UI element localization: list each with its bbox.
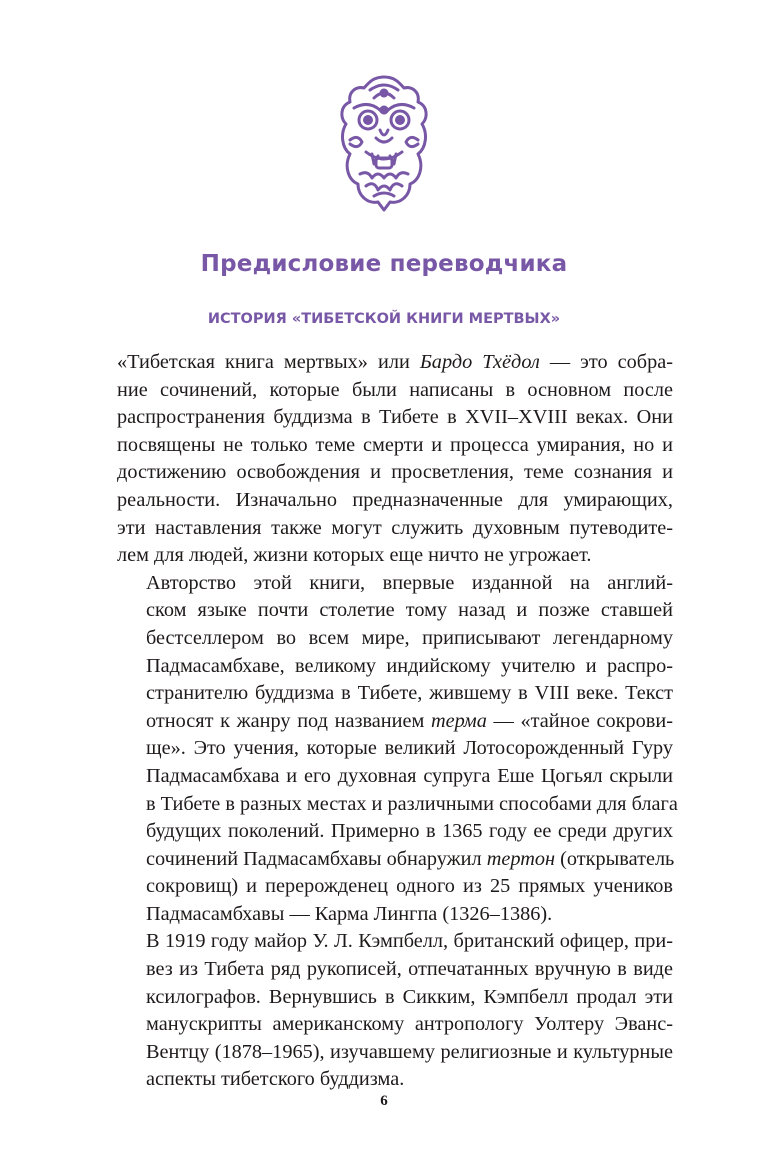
tibetan-deity-mask-ornament-icon — [334, 74, 434, 214]
text-line: Падмасамбхаве, великому индийскому учителю и распро- — [146, 654, 673, 677]
text-line: Падмасамбхава и его духовная супруга Еше Цогьял скрыли — [146, 764, 673, 787]
text-line: Вентцу (1878–1965), изучавшему религиозные и культурные — [146, 1040, 673, 1063]
text-line: вез из Тибета ряд рукописей, отпечатанных вручную в виде — [146, 958, 673, 981]
page-number: 6 — [380, 1093, 388, 1109]
text-line: эти наставления также могут служить духовным путеводите- — [117, 516, 673, 539]
text-line: странителю буддизма в Тибете, жившему в VIII веке. Текст — [146, 682, 673, 705]
text-line: Падмасамбхавы — Карма Лингпа (1326–1386). — [146, 902, 553, 925]
text-line: ском языке почти столетие тому назад и позже ставшей — [146, 599, 673, 622]
text-line: будущих поколений. Примерно в 1365 году ее среди других — [146, 820, 673, 843]
text-line: посвящены не только теме смерти и процесса умирания, но и — [117, 433, 673, 456]
text-line: «Тибетская книга мертвых» или Бардо Тхёдол — это собра- — [117, 351, 673, 373]
text-line: лем для людей, жизни которых еще ничто не угрожает. — [117, 544, 592, 567]
text-line: реальности. Изначально предназначенные для умирающих, — [117, 488, 673, 511]
paragraph-1 — [117, 349, 673, 570]
text-line: бестселлером во всем мире, приписывают легендарному — [146, 626, 673, 649]
text-line: аспекты тибетского буддизма. — [146, 1068, 405, 1091]
text-line: Авторство этой книги, впервые изданной на англий- — [146, 571, 673, 594]
italic-term: терма — [431, 709, 487, 732]
paragraph-3 — [117, 928, 673, 1094]
text-line: достижению освобождения и просветления, теме сознания и — [117, 461, 673, 484]
text-line: ние сочинений, которые были написаны в основном после — [117, 378, 673, 401]
text-line: сокровищ) и перерожденец одного из 25 прямых учеников — [146, 875, 673, 898]
body-text — [117, 349, 678, 1094]
italic-term: Бардо Тхёдол — [419, 351, 540, 373]
text-line: манускрипты американскому антропологу Уолтеру Эванс- — [146, 1013, 673, 1036]
paragraph-2 — [117, 570, 678, 929]
text-line: ще». Это учения, которые великий Лотосорожденный Гуру — [146, 737, 673, 760]
text-line: распространения буддизма в Тибете в XVII–XVIII веках. Они — [117, 406, 673, 429]
text-line: относят к жанру под названием терма — «тайное сокрови- — [146, 709, 673, 732]
page-title: Предисловие переводчика — [200, 251, 568, 277]
text-line: в Тибете в разных местах и различными способами для блага — [146, 792, 678, 815]
italic-term: тертон — [486, 847, 556, 870]
text-line: сочинений Падмасамбхавы обнаружил тертон (открыватель — [146, 847, 675, 870]
section-subtitle: ИСТОРИЯ «ТИБЕТСКОЙ КНИГИ МЕРТВЫХ» — [207, 311, 561, 327]
text-line: В 1919 году майор У. Л. Кэмпбелл, британский офицер, при- — [146, 930, 673, 953]
text-line: ксилографов. Вернувшись в Сикким, Кэмпбелл продал эти — [146, 985, 673, 1008]
